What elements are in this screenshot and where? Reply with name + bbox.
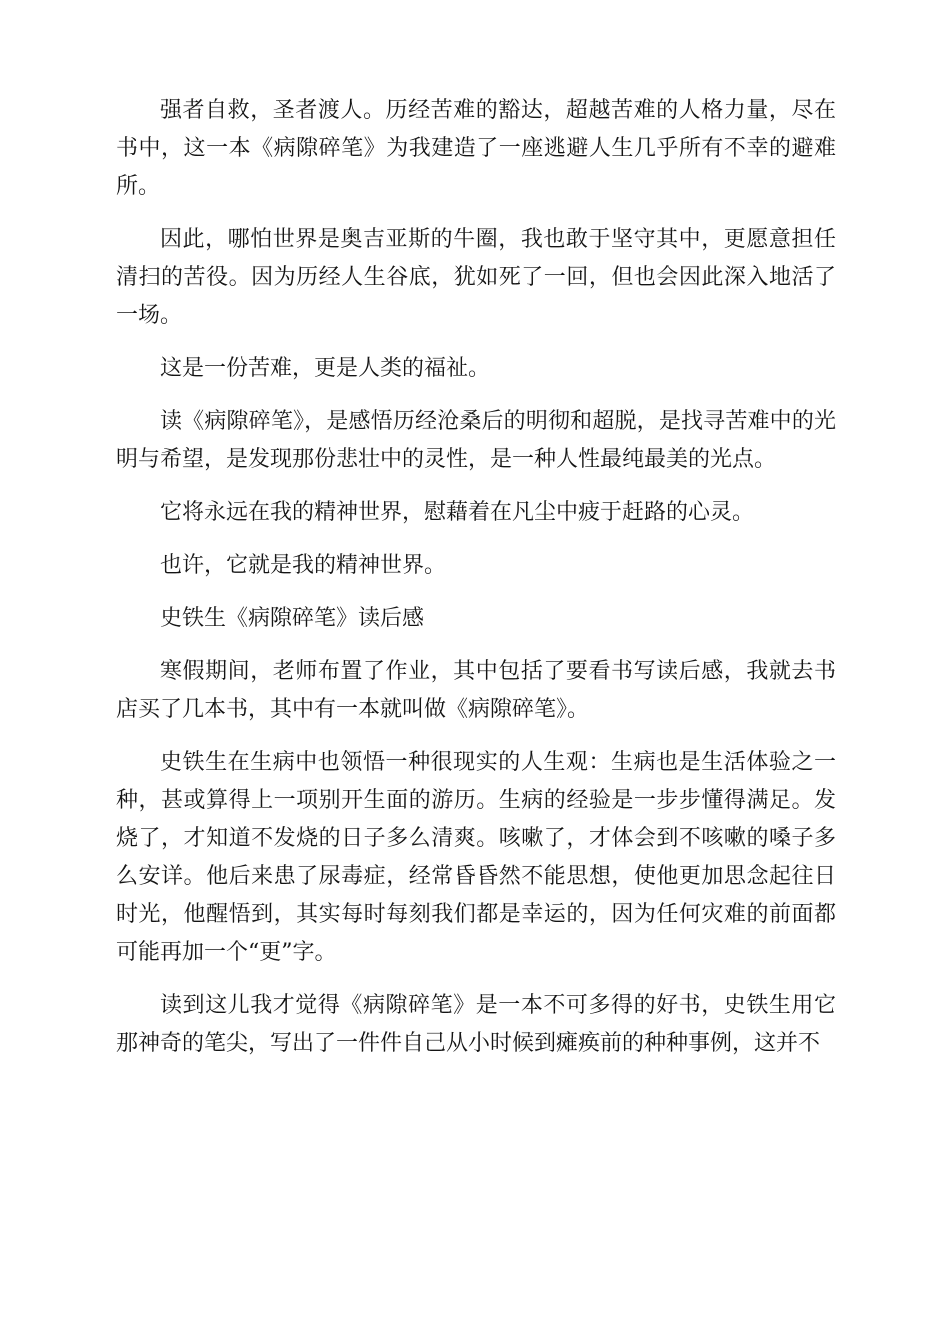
paragraph: 也许，它就是我的精神世界。 bbox=[160, 553, 447, 578]
paragraph: 史铁生在生病中也领悟一种很现实的人生观：生病也是生活体验之一种，甚或算得上一项别开生面的游历。生病的经验是一步步懂得满足。发烧了，才知道不发烧的日子多么清爽。咳嗽了，才体会到不咳嗽的嗓子多么安详。他后来患了尿毒症，经常昏昏然不能思想，使他更加思念起往日时光，他醒悟到，其实每时每刻我们都是幸运的，因为任何灾难的前面都可能再加一个“更”字。 bbox=[116, 750, 836, 965]
paragraph: 寒假期间，老师布置了作业，其中包括了要看书写读后感，我就去书店买了几本书，其中有一本就叫做《病隙碎笔》。 bbox=[116, 659, 836, 722]
document-body bbox=[116, 92, 836, 1078]
paragraph: 这是一份苦难，更是人类的福祉。 bbox=[160, 356, 491, 381]
paragraph: 读《病隙碎笔》，是感悟历经沧桑后的明彻和超脱，是找寻苦难中的光明与希望，是发现那份悲壮中的灵性，是一种人性最纯最美的光点。 bbox=[116, 409, 836, 472]
paragraph: 读到这儿我才觉得《病隙碎笔》是一本不可多得的好书，史铁生用它那神奇的笔尖，写出了一件件自己从小时候到瘫痪前的种种事例，这并不 bbox=[116, 993, 836, 1056]
paragraph: 因此，哪怕世界是奥吉亚斯的牛圈，我也敢于坚守其中，更愿意担任清扫的苦役。因为历经人生谷底，犹如死了一回，但也会因此深入地活了一场。 bbox=[116, 227, 836, 328]
paragraph: 强者自救，圣者渡人。历经苦难的豁达，超越苦难的人格力量，尽在书中，这一本《病隙碎笔》为我建造了一座逃避人生几乎所有不幸的避难所。 bbox=[116, 98, 836, 199]
paragraph: 它将永远在我的精神世界，慰藉着在凡尘中疲于赶路的心灵。 bbox=[160, 500, 755, 525]
section-heading: 史铁生《病隙碎笔》读后感 bbox=[160, 606, 425, 631]
